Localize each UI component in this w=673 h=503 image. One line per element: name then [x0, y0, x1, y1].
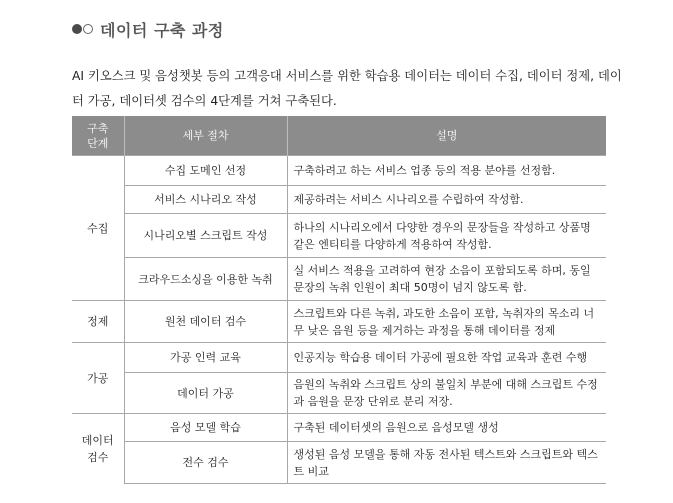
hollow-dot-icon — [83, 24, 93, 34]
step-cell: 가공 인력 교육 — [124, 343, 287, 373]
step-cell: 전수 검수 — [124, 442, 287, 484]
section-title: 데이터 구축 과정 — [100, 20, 224, 40]
description-cell: 스크립트와 다른 녹취, 과도한 소음이 포함, 녹취자의 목소리 너무 낮은 음원 등을 제거하는 과정을 통해 데이터를 정제 — [287, 301, 606, 343]
description-cell: 제공하려는 서비스 시나리오를 수립하여 작성함. — [287, 186, 606, 214]
step-cell: 원천 데이터 검수 — [124, 301, 287, 343]
table-row — [72, 343, 606, 373]
step-cell: 크라우드소싱을 이용한 녹취 — [124, 258, 287, 301]
table-header-row — [72, 116, 606, 156]
description-cell: 실 서비스 적용을 고려하여 현장 소음이 포함되도록 하며, 동일 문장의 녹취 인원이 최대 50명이 넘지 않도록 함. — [287, 258, 606, 301]
step-cell: 데이터 가공 — [124, 373, 287, 414]
header-description: 설명 — [287, 116, 606, 156]
description-cell: 생성된 음성 모델을 통해 자동 전사된 텍스트와 스크립트와 텍스트 비교 — [287, 442, 606, 484]
table-row — [72, 373, 606, 414]
description-cell: 하나의 시나리오에서 다양한 경우의 문장들을 작성하고 상품명 같은 엔티티를 다양하게 적용하여 작성함. — [287, 214, 606, 258]
step-cell: 시나리오별 스크립트 작성 — [124, 214, 287, 258]
process-table — [72, 116, 606, 484]
table-row — [72, 186, 606, 214]
table-row — [72, 301, 606, 343]
table-row — [72, 258, 606, 301]
description-cell: 음원의 녹취와 스크립트 상의 불일치 부분에 대해 스크립트 수정과 음원을 문장 단위로 분리 저장. — [287, 373, 606, 414]
table-row — [72, 414, 606, 442]
table-row — [72, 156, 606, 186]
description-cell: 구축하려고 하는 서비스 업종 등의 적용 분야를 선정함. — [287, 156, 606, 186]
stage-cell: 가공 — [72, 343, 124, 414]
description-cell: 인공지능 학습용 데이터 가공에 필요한 작업 교육과 훈련 수행 — [287, 343, 606, 373]
table-row — [72, 214, 606, 258]
header-step: 세부 절차 — [124, 116, 287, 156]
stage-cell: 수집 — [72, 156, 124, 301]
filled-dot-icon — [72, 24, 82, 34]
step-cell: 수집 도메인 선정 — [124, 156, 287, 186]
step-cell: 서비스 시나리오 작성 — [124, 186, 287, 214]
stage-cell: 데이터 검수 — [72, 414, 124, 484]
header-stage: 구축 단계 — [72, 116, 124, 156]
step-cell: 음성 모델 학습 — [124, 414, 287, 442]
table-row — [72, 442, 606, 484]
intro-paragraph: AI 키오스크 및 음성챗봇 등의 고객응대 서비스를 위한 학습용 데이터는 데이터 수집, 데이터 정제, 데이터 가공, 데이터셋 검수의 4단계를 거쳐 구축된다. — [72, 69, 622, 108]
description-cell: 구축된 데이터셋의 음원으로 음성모델 생성 — [287, 414, 606, 442]
stage-cell: 정제 — [72, 301, 124, 343]
section-heading — [72, 15, 224, 43]
